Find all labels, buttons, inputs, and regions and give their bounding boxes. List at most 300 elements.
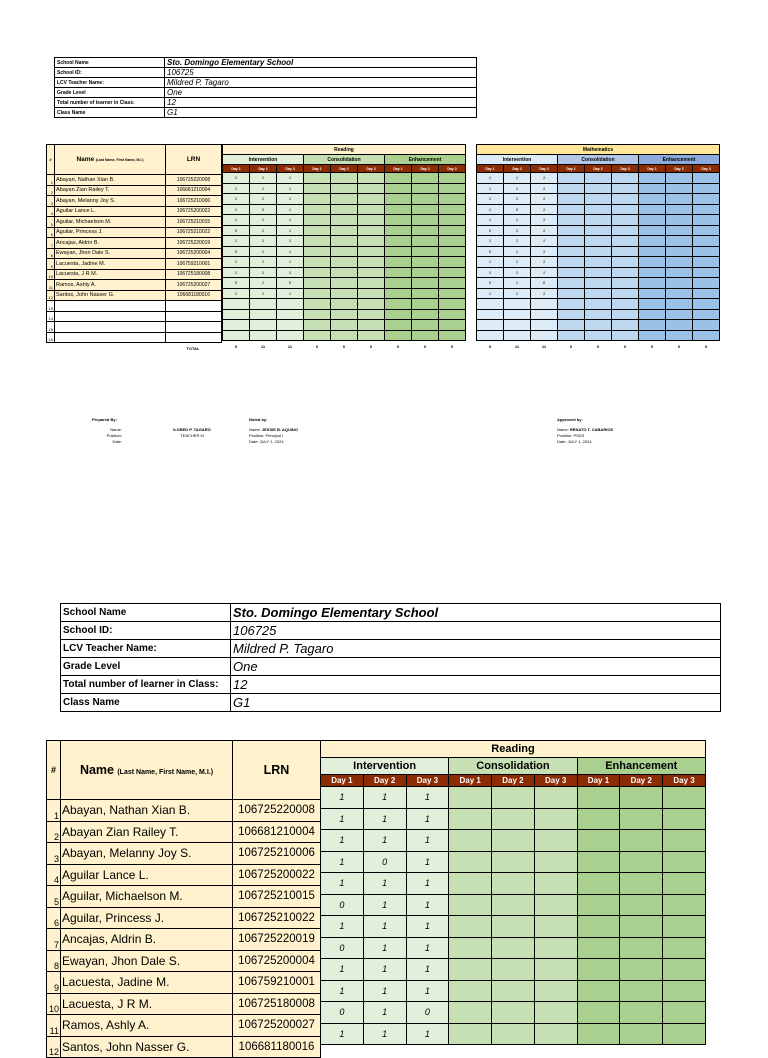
info-row [55, 88, 477, 98]
score-cell [449, 787, 492, 809]
score-cell [558, 278, 585, 289]
learner-name: Ewayan, Jhon Dale S. [61, 950, 233, 972]
noted-date: Date: JULY 1, 2024 [249, 439, 284, 444]
score-cell: 1 [504, 267, 531, 278]
learner-lrn: 106725220019 [166, 238, 222, 249]
learner-lrn: 106725200027 [233, 1015, 321, 1037]
mathematics-phase-row [477, 155, 720, 165]
phase-header: Consolidation [304, 155, 385, 165]
table-row [477, 288, 720, 299]
score-cell [663, 980, 706, 1002]
learner-lrn: 106681180016 [166, 290, 222, 301]
score-cell [558, 173, 585, 184]
table-row [321, 808, 706, 830]
score-cell [358, 320, 385, 331]
score-cell [358, 278, 385, 289]
score-cell [620, 980, 663, 1002]
score-cell: 1 [277, 246, 304, 257]
mathematics-body [477, 145, 720, 352]
learner-name: Santos, John Nasser G. [55, 290, 166, 301]
table-row [47, 332, 222, 343]
table-row [321, 787, 706, 809]
reading-table-small [222, 144, 466, 351]
score-cell: 1 [531, 204, 558, 215]
score-cell [666, 299, 693, 310]
score-cell [439, 246, 466, 257]
roster-lrn-header: LRN [166, 145, 222, 175]
score-cell [693, 299, 720, 310]
score-cell [666, 246, 693, 257]
score-cell [385, 288, 412, 299]
total-value: 0 [650, 343, 654, 349]
score-cell [534, 894, 577, 916]
score-cell: 1 [477, 173, 504, 184]
info-row [61, 694, 721, 712]
table-row [223, 330, 466, 341]
score-cell [639, 204, 666, 215]
score-cell [577, 808, 620, 830]
learner-lrn: 106725200022 [166, 206, 222, 217]
table-row [47, 196, 222, 207]
score-cell [666, 330, 693, 341]
learner-lrn: 106725200022 [233, 864, 321, 886]
score-cell [492, 830, 535, 852]
score-cell [492, 937, 535, 959]
score-cell: 1 [321, 787, 364, 809]
score-cell [663, 787, 706, 809]
table-row [477, 204, 720, 215]
prepared-name-label: Name: [110, 427, 122, 432]
score-cell [331, 267, 358, 278]
score-cell [439, 183, 466, 194]
reading-day-row [321, 775, 706, 787]
table-row [47, 259, 222, 270]
score-cell [534, 851, 577, 873]
score-cell [612, 309, 639, 320]
score-cell [412, 309, 439, 320]
row-number: 11 [47, 1015, 61, 1037]
day-header: Day 2 [666, 165, 693, 173]
table-row [477, 257, 720, 268]
total-value: 11 [287, 343, 293, 349]
score-cell [612, 215, 639, 226]
score-cell: 0 [223, 225, 250, 236]
noted-position: Position: Principal I [249, 433, 284, 438]
score-cell [331, 257, 358, 268]
score-cell [620, 873, 663, 895]
score-cell: 1 [406, 916, 449, 938]
day-header: Day 1 [385, 165, 412, 173]
learner-name: Ancajas, Aldrin B. [55, 238, 166, 249]
score-cell [577, 1002, 620, 1024]
score-cell [666, 267, 693, 278]
score-cell: 1 [321, 916, 364, 938]
name-header-sub: (Last Name, First Name, M.I.) [117, 769, 214, 776]
score-cell [693, 309, 720, 320]
learner-name [55, 332, 166, 343]
phase-header: Enhancement [577, 758, 705, 775]
score-cell [534, 980, 577, 1002]
score-cell [250, 330, 277, 341]
info-label: LCV Teacher Name: [55, 78, 165, 88]
score-cell [439, 194, 466, 205]
reading-title-row [223, 145, 466, 155]
table-row [223, 183, 466, 194]
table-row [477, 236, 720, 247]
table-row [47, 1015, 321, 1037]
score-cell [439, 330, 466, 341]
score-cell: 1 [363, 830, 406, 852]
total-value: 0 [450, 343, 454, 349]
score-cell [558, 236, 585, 247]
score-cell: 1 [363, 808, 406, 830]
score-cell [639, 278, 666, 289]
score-cell [663, 808, 706, 830]
score-cell [439, 215, 466, 226]
score-cell [663, 937, 706, 959]
score-cell [449, 1002, 492, 1024]
score-cell [558, 299, 585, 310]
info-body-small [55, 58, 477, 118]
phase-header: Intervention [477, 155, 558, 165]
table-row [47, 311, 222, 322]
score-cell [531, 320, 558, 331]
score-cell: 1 [531, 183, 558, 194]
info-value: Sto. Domingo Elementary School [165, 58, 477, 68]
table-row [321, 1023, 706, 1045]
table-row [223, 299, 466, 310]
score-cell [585, 278, 612, 289]
info-label: LCV Teacher Name: [61, 640, 231, 658]
info-label: Grade Level [61, 658, 231, 676]
approved-position: Position: PSDS [557, 433, 585, 438]
score-cell: 0 [363, 851, 406, 873]
table-row [47, 227, 222, 238]
score-cell [412, 299, 439, 310]
score-cell: 1 [277, 225, 304, 236]
total-value: 0 [596, 343, 600, 349]
table-row [477, 215, 720, 226]
score-cell [358, 173, 385, 184]
info-body-large [61, 604, 721, 712]
score-cell: 1 [504, 288, 531, 299]
roster-name-header [55, 145, 166, 175]
score-cell: 1 [531, 288, 558, 299]
score-cell: 0 [277, 278, 304, 289]
score-cell [620, 894, 663, 916]
score-cell [250, 299, 277, 310]
score-cell: 0 [223, 246, 250, 257]
score-cell: 1 [477, 194, 504, 205]
row-number: 10 [47, 993, 61, 1015]
score-cell [385, 246, 412, 257]
learner-lrn: 106725220008 [166, 175, 222, 186]
total-value: 0 [315, 343, 319, 349]
score-cell: 1 [277, 257, 304, 268]
score-cell: 1 [504, 236, 531, 247]
table-row [47, 950, 321, 972]
table-row [47, 217, 222, 228]
math-table-small [476, 144, 720, 351]
score-cell [439, 204, 466, 215]
score-cell [449, 808, 492, 830]
roster-num-header: # [47, 145, 55, 175]
score-cell: 1 [531, 225, 558, 236]
day-header: Day 3 [534, 775, 577, 787]
score-cell [277, 299, 304, 310]
row-number: 4 [47, 864, 61, 886]
prepared-name: ILDRED P. TAGARO [173, 427, 211, 432]
score-cell [358, 215, 385, 226]
score-cell [331, 309, 358, 320]
score-cell [449, 894, 492, 916]
table-row [47, 972, 321, 994]
table-row [321, 937, 706, 959]
score-cell: 0 [477, 278, 504, 289]
table-row [321, 894, 706, 916]
score-cell [612, 278, 639, 289]
score-cell: 1 [250, 257, 277, 268]
score-cell [693, 204, 720, 215]
score-cell [663, 851, 706, 873]
score-cell: 0 [504, 204, 531, 215]
score-cell [449, 851, 492, 873]
table-row [223, 194, 466, 205]
score-cell [666, 183, 693, 194]
score-cell: 1 [504, 225, 531, 236]
score-cell [412, 278, 439, 289]
score-cell [331, 299, 358, 310]
score-cell [277, 330, 304, 341]
table-row [47, 175, 222, 186]
table-row [47, 929, 321, 951]
score-cell [585, 288, 612, 299]
score-cell [663, 1023, 706, 1045]
table-row [477, 299, 720, 310]
reading-day-row [223, 165, 466, 173]
score-cell: 1 [477, 257, 504, 268]
score-cell [304, 309, 331, 320]
table-row [47, 206, 222, 217]
score-cell: 1 [223, 173, 250, 184]
score-cell [693, 278, 720, 289]
score-cell [585, 320, 612, 331]
score-cell [277, 320, 304, 331]
score-cell [358, 246, 385, 257]
score-cell [358, 225, 385, 236]
table-row [223, 288, 466, 299]
learner-name: Ancajas, Aldrin B. [61, 929, 233, 951]
score-cell: 1 [406, 808, 449, 830]
score-cell [612, 246, 639, 257]
score-cell [639, 288, 666, 299]
score-cell [585, 173, 612, 184]
score-cell [612, 225, 639, 236]
score-cell [663, 830, 706, 852]
info-label: School Name [61, 604, 231, 622]
score-cell: 1 [250, 267, 277, 278]
score-cell [492, 980, 535, 1002]
score-cell [639, 299, 666, 310]
score-cell: 1 [504, 278, 531, 289]
name-header-sub: (Last Name, First Name, M.I.) [95, 158, 144, 162]
table-row [321, 916, 706, 938]
day-header: Day 3 [277, 165, 304, 173]
roster-lrn-header: LRN [233, 741, 321, 800]
info-value: Mildred P. Tagaro [165, 78, 477, 88]
score-cell: 1 [321, 873, 364, 895]
table-row [223, 236, 466, 247]
score-cell [639, 236, 666, 247]
score-cell [639, 183, 666, 194]
total-value: 9 [488, 343, 492, 349]
score-cell: 1 [531, 194, 558, 205]
score-cell [585, 236, 612, 247]
score-cell [492, 959, 535, 981]
score-cell [558, 194, 585, 205]
score-cell: 1 [321, 808, 364, 830]
score-cell [385, 204, 412, 215]
score-cell [504, 320, 531, 331]
score-cell [385, 330, 412, 341]
learner-lrn: 106725210022 [166, 227, 222, 238]
info-row [55, 108, 477, 118]
prepared-date-label: Date: [112, 439, 122, 444]
info-value: 12 [231, 676, 721, 694]
score-cell: 0 [321, 937, 364, 959]
total-value: 0 [677, 343, 681, 349]
score-cell [477, 320, 504, 331]
score-cell [577, 959, 620, 981]
score-cell [639, 194, 666, 205]
score-cell: 1 [406, 787, 449, 809]
day-header: Day 2 [250, 165, 277, 173]
score-cell [558, 288, 585, 299]
score-cell [531, 330, 558, 341]
score-cell [612, 288, 639, 299]
learner-lrn: 106725210015 [233, 886, 321, 908]
score-cell: 1 [277, 173, 304, 184]
day-header: Day 3 [531, 165, 558, 173]
score-cell: 1 [406, 980, 449, 1002]
score-cell: 1 [531, 257, 558, 268]
score-cell: 1 [504, 246, 531, 257]
info-value: G1 [165, 108, 477, 118]
total-label: TOTAL [186, 345, 200, 351]
row-number: 4 [47, 206, 55, 217]
day-header: Day 1 [223, 165, 250, 173]
mathematics-title-row [477, 145, 720, 155]
score-cell [666, 257, 693, 268]
learner-lrn: 106725220019 [233, 929, 321, 951]
score-cell [639, 257, 666, 268]
learner-name: Aguilar Lance L. [55, 206, 166, 217]
info-value: Sto. Domingo Elementary School [231, 604, 721, 622]
score-cell [439, 236, 466, 247]
score-cell [385, 173, 412, 184]
table-row [223, 257, 466, 268]
score-cell: 1 [250, 173, 277, 184]
approved-by-block [557, 417, 697, 445]
table-row [47, 280, 222, 291]
row-number: 1 [47, 175, 55, 186]
table-row [47, 993, 321, 1015]
score-cell [492, 1023, 535, 1045]
info-row [55, 78, 477, 88]
table-row [223, 215, 466, 226]
score-cell: 1 [277, 194, 304, 205]
score-cell [358, 183, 385, 194]
learner-name: Aguilar, Michaelson M. [61, 886, 233, 908]
learner-name: Abayan, Nathan Xian B. [55, 175, 166, 186]
score-cell [358, 267, 385, 278]
score-cell: 1 [277, 204, 304, 215]
score-cell: 1 [250, 288, 277, 299]
score-cell: 1 [504, 215, 531, 226]
phase-header: Intervention [223, 155, 304, 165]
day-header: Day 3 [406, 775, 449, 787]
score-cell [534, 873, 577, 895]
info-label: Total number of learner in Class: [55, 98, 165, 108]
score-cell: 0 [406, 1002, 449, 1024]
mathematics-title: Mathematics [477, 145, 720, 155]
score-cell [577, 1023, 620, 1045]
total-row [223, 341, 466, 352]
score-cell [577, 873, 620, 895]
learner-name: Aguilar, Princess J. [61, 907, 233, 929]
score-cell [666, 320, 693, 331]
score-cell [385, 309, 412, 320]
learner-name: Ewayan, Jhon Dale S. [55, 248, 166, 259]
score-cell [304, 320, 331, 331]
score-cell [412, 330, 439, 341]
day-header: Day 3 [439, 165, 466, 173]
score-cell [585, 194, 612, 205]
day-header: Day 2 [492, 775, 535, 787]
score-cell [439, 278, 466, 289]
score-cell [439, 173, 466, 184]
score-cell: 1 [250, 215, 277, 226]
info-label: Class Name [55, 108, 165, 118]
score-cell [477, 309, 504, 320]
score-cell: 1 [363, 894, 406, 916]
total-spacer [47, 343, 55, 354]
score-cell [620, 937, 663, 959]
info-row [61, 604, 721, 622]
score-cell [439, 320, 466, 331]
info-row [55, 58, 477, 68]
learner-name: Lacuesta, J R M. [55, 269, 166, 280]
score-cell [585, 204, 612, 215]
score-cell [612, 267, 639, 278]
score-cell [358, 309, 385, 320]
score-cell [639, 215, 666, 226]
score-cell: 1 [250, 225, 277, 236]
score-cell [412, 183, 439, 194]
info-label: School ID: [55, 68, 165, 78]
score-cell [304, 278, 331, 289]
row-number: 7 [47, 238, 55, 249]
score-cell [693, 330, 720, 341]
score-cell: 0 [321, 1002, 364, 1024]
info-label: Class Name [61, 694, 231, 712]
score-cell [612, 330, 639, 341]
score-cell [585, 183, 612, 194]
score-cell [534, 937, 577, 959]
score-cell: 1 [277, 236, 304, 247]
score-cell [666, 173, 693, 184]
learner-lrn: 106681180016 [233, 1036, 321, 1058]
